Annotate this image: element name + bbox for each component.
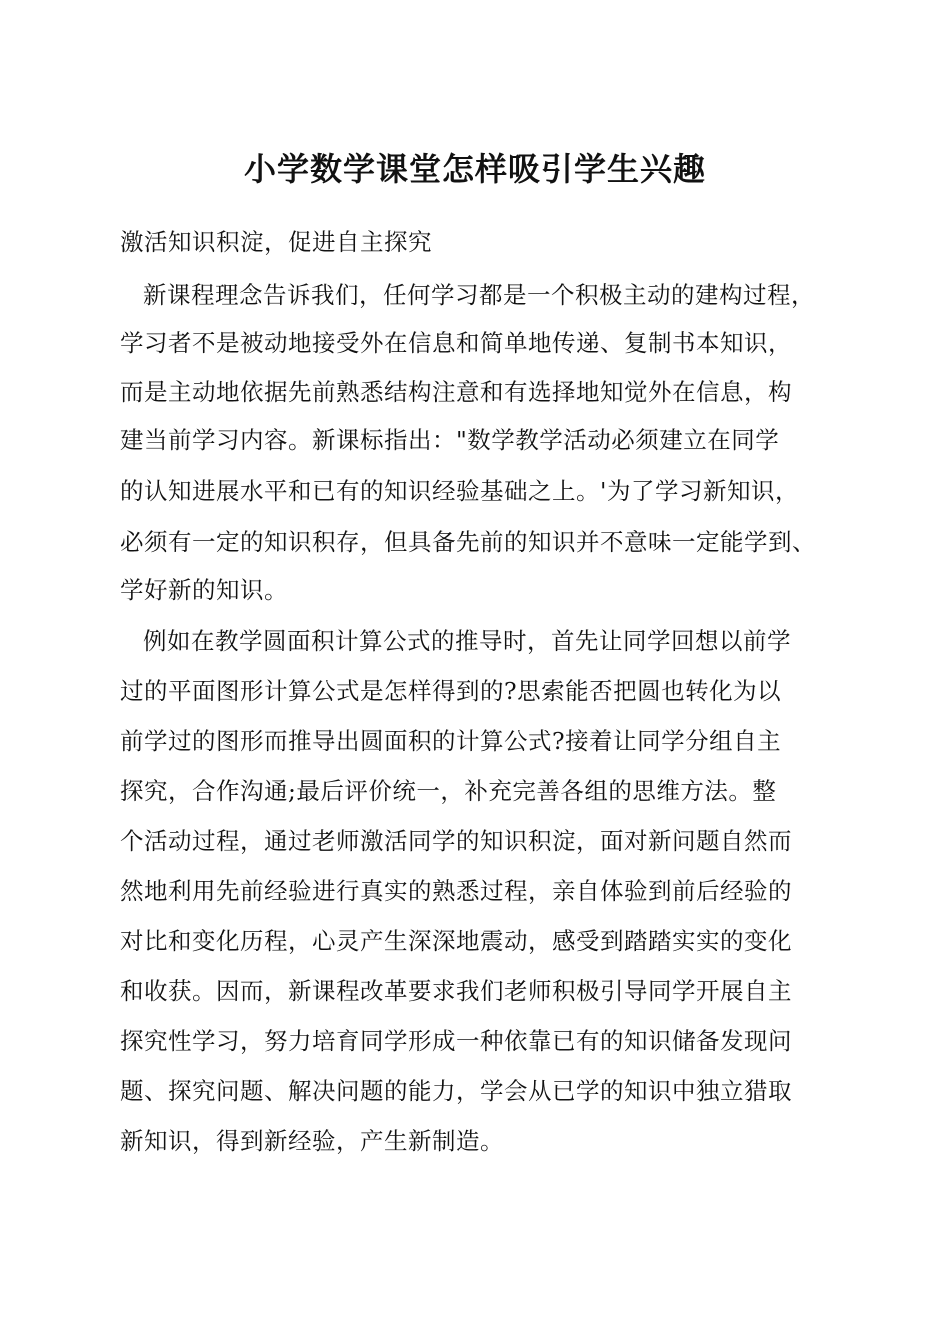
paragraph-line: 必须有一定的知识积存，但具备先前的知识并不意味一定能学到、 xyxy=(120,528,816,556)
paragraph-line: 探究，合作沟通;最后评价统一，补充完善各组的思维方法。整 xyxy=(120,777,777,805)
paragraph-line: 题、探究问题、解决问题的能力，学会从已学的知识中独立猎取 xyxy=(120,1077,792,1105)
paragraph-line: 而是主动地依据先前熟悉结构注意和有选择地知觉外在信息，构 xyxy=(120,378,792,406)
paragraph-line: 新课程理念告诉我们，任何学习都是一个积极主动的建构过程， xyxy=(143,281,815,309)
paragraph-line: 新知识，得到新经验，产生新制造。 xyxy=(120,1127,504,1155)
paragraph-line: 例如在教学圆面积计算公式的推导时，首先让同学回想以前学 xyxy=(143,627,791,655)
paragraph-line: 和收获。因而，新课程改革要求我们老师积极引导同学开展自主 xyxy=(120,977,792,1005)
paragraph-line: 学习者不是被动地接受外在信息和简单地传递、复制书本知识， xyxy=(120,329,792,357)
paragraph-line: 前学过的图形而推导出圆面积的计算公式?接着让同学分组自主 xyxy=(120,727,782,755)
paragraph-line: 个活动过程，通过老师激活同学的知识积淀，面对新问题自然而 xyxy=(120,827,792,855)
document-title: 小学数学课堂怎样吸引学生兴趣 xyxy=(243,150,706,188)
paragraph-line: 过的平面图形计算公式是怎样得到的?思索能否把圆也转化为以 xyxy=(120,677,782,705)
paragraph-line: 然地利用先前经验进行真实的熟悉过程，亲自体验到前后经验的 xyxy=(120,877,792,905)
paragraph-line: 对比和变化历程，心灵产生深深地震动，感受到踏踏实实的变化 xyxy=(120,927,792,955)
paragraph-line: 探究性学习，努力培育同学形成一种依靠已有的知识储备发现问 xyxy=(120,1027,792,1055)
paragraph-line: 建当前学习内容。新课标指出："数学教学活动必须建立在同学 xyxy=(120,426,780,454)
section-heading: 激活知识积淀，促进自主探究 xyxy=(120,228,432,256)
paragraph-line: 学好新的知识。 xyxy=(120,576,288,604)
paragraph-line: 的认知进展水平和已有的知识经验基础之上。'为了学习新知识， xyxy=(120,477,799,505)
